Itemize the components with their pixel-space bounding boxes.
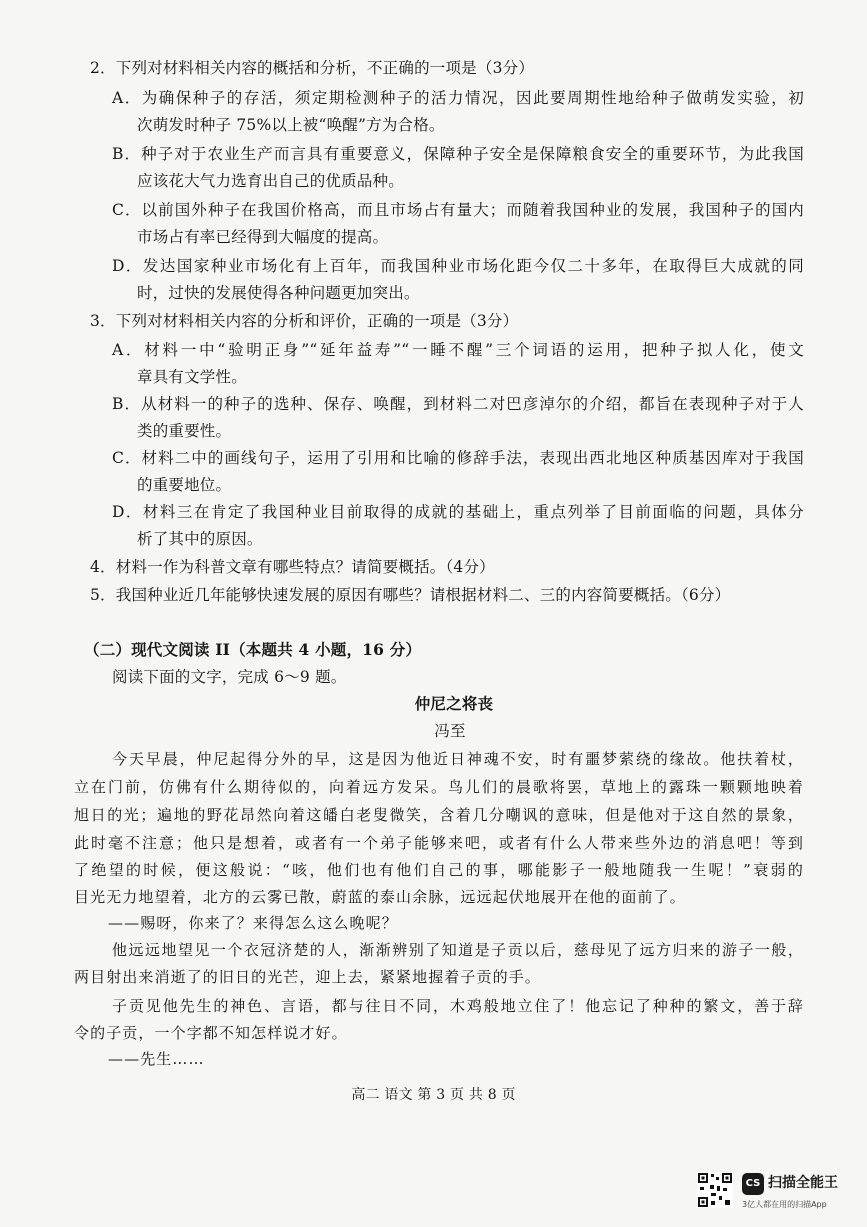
story-p1-line3: 旭日的光；遍地的野花昂然向着这皤白老叟微笑，含着几分嘲讽的意味，但是他对于这自然的景象， bbox=[74, 806, 804, 824]
story-p1-line2: 立在门前，仿佛有什么期待似的，向着远方发呆。鸟儿们的晨歌将罢，草地上的露珠一颗颗地映着 bbox=[74, 778, 804, 796]
story-title: 仲尼之将丧 bbox=[414, 694, 494, 713]
q2-option-a-line2: 次萌发时种子 75%以上被“唤醒”方为合格。 bbox=[137, 116, 445, 134]
story-p1-line5: 了绝望的时候，便这般说：“咳，他们也有他们自己的事，哪能影子一般地随我一生呢！”衰弱的 bbox=[74, 861, 804, 879]
qr-code-icon bbox=[697, 1172, 733, 1208]
q2-option-a-line1: A．为确保种子的存活，须定期检测种子的活力情况，因此要周期性地给种子做萌发实验，初 bbox=[112, 89, 804, 107]
story-p2: ——赐呀，你来了？来得怎么这么晚呢？ bbox=[108, 914, 398, 932]
q2-option-c-line2: 市场占有率已经得到大幅度的提高。 bbox=[137, 228, 389, 246]
story-p1-line6: 目光无力地望着，北方的云雾已散，蔚蓝的泰山余脉，远远起伏地展开在他的面前了。 bbox=[74, 888, 686, 906]
q2-option-d-line2: 时，过快的发展使得各种问题更加突出。 bbox=[137, 284, 420, 302]
story-p4-line1: 子贡见他先生的神色、言语，都与往日不同，木鸡般地立住了！他忘记了种种的繁文，善于辞 bbox=[112, 997, 804, 1015]
q5-stem: 5．我国种业近几年能够快速发展的原因有哪些？请根据材料二、三的内容简要概括。（6分） bbox=[90, 586, 731, 604]
story-author: 冯至 bbox=[434, 722, 466, 740]
story-p3-line2: 两目射出来消逝了的旧日的光芒，迎上去，紧紧地握着子贡的手。 bbox=[74, 968, 541, 986]
story-p1-line4: 此时毫不注意；他只是想着，或者有一个弟子能够来吧，或者有什么人带来些外边的消息吧！等到 bbox=[74, 834, 804, 852]
story-p1-line1: 今天早晨，仲尼起得分外的早，这是因为他近日神魂不安，时有噩梦萦绕的缘故。他扶着杖， bbox=[112, 750, 804, 768]
q3-option-c-line1: C．材料二中的画线句子，运用了引用和比喻的修辞手法，表现出西北地区种质基因库对于我国 bbox=[112, 449, 804, 467]
section-heading: （二）现代文阅读 II（本题共 4 小题，16 分） bbox=[84, 640, 422, 659]
q3-option-d-line2: 析了其中的原因。 bbox=[137, 530, 263, 548]
q2-option-d-line1: D．发达国家种业市场化有上百年，而我国种业市场化距今仅二十多年，在取得巨大成就的同 bbox=[112, 257, 804, 275]
story-p3-line1: 他远远地望见一个衣冠济楚的人，渐渐辨别了知道是子贡以后，慈母见了远方归来的游子一般， bbox=[112, 941, 804, 959]
q3-option-b-line2: 类的重要性。 bbox=[137, 422, 232, 440]
q3-stem: 3．下列对材料相关内容的分析和评价，正确的一项是（3分） bbox=[90, 312, 519, 330]
story-p5: ——先生…… bbox=[108, 1050, 205, 1068]
camscanner-tagline: 3亿人都在用的扫描App bbox=[742, 1200, 827, 1209]
story-p4-line2: 令的子贡，一个字都不知怎样说才好。 bbox=[74, 1024, 348, 1042]
q4-stem: 4．材料一作为科普文章有哪些特点？请简要概括。（4分） bbox=[90, 558, 495, 576]
page-footer: 高二 语文 第 3 页 共 8 页 bbox=[351, 1087, 516, 1103]
q3-option-a-line1: A．材料一中“验明正身”“延年益寿”“一睡不醒”三个词语的运用，把种子拟人化，使文 bbox=[112, 341, 804, 359]
q3-option-c-line2: 的重要地位。 bbox=[137, 476, 232, 494]
q3-option-d-line1: D．材料三在肯定了我国种业目前取得的成就的基础上，重点列举了目前面临的问题，具体分 bbox=[112, 503, 804, 521]
q3-option-a-line2: 章具有文学性。 bbox=[137, 368, 247, 386]
camscanner-name: 扫描全能王 bbox=[768, 1175, 838, 1191]
q2-stem: 2．下列对材料相关内容的概括和分析，不正确的一项是（3分） bbox=[90, 59, 535, 77]
section-instruction: 阅读下面的文字，完成 6～9 题。 bbox=[112, 668, 347, 686]
q2-option-b-line2: 应该花大气力选育出自己的优质品种。 bbox=[137, 172, 404, 190]
camscanner-logo: CS bbox=[742, 1173, 764, 1195]
q3-option-b-line1: B．从材料一的种子的选种、保存、唤醒，到材料二对巴彦淖尔的介绍，都旨在表现种子对于人 bbox=[112, 395, 804, 413]
q2-option-c-line1: C．以前国外种子在我国价格高，而且市场占有量大；而随着我国种业的发展，我国种子的国内 bbox=[112, 201, 804, 219]
q2-option-b-line1: B．种子对于农业生产而言具有重要意义，保障种子安全是保障粮食安全的重要环节，为此我国 bbox=[112, 145, 804, 163]
